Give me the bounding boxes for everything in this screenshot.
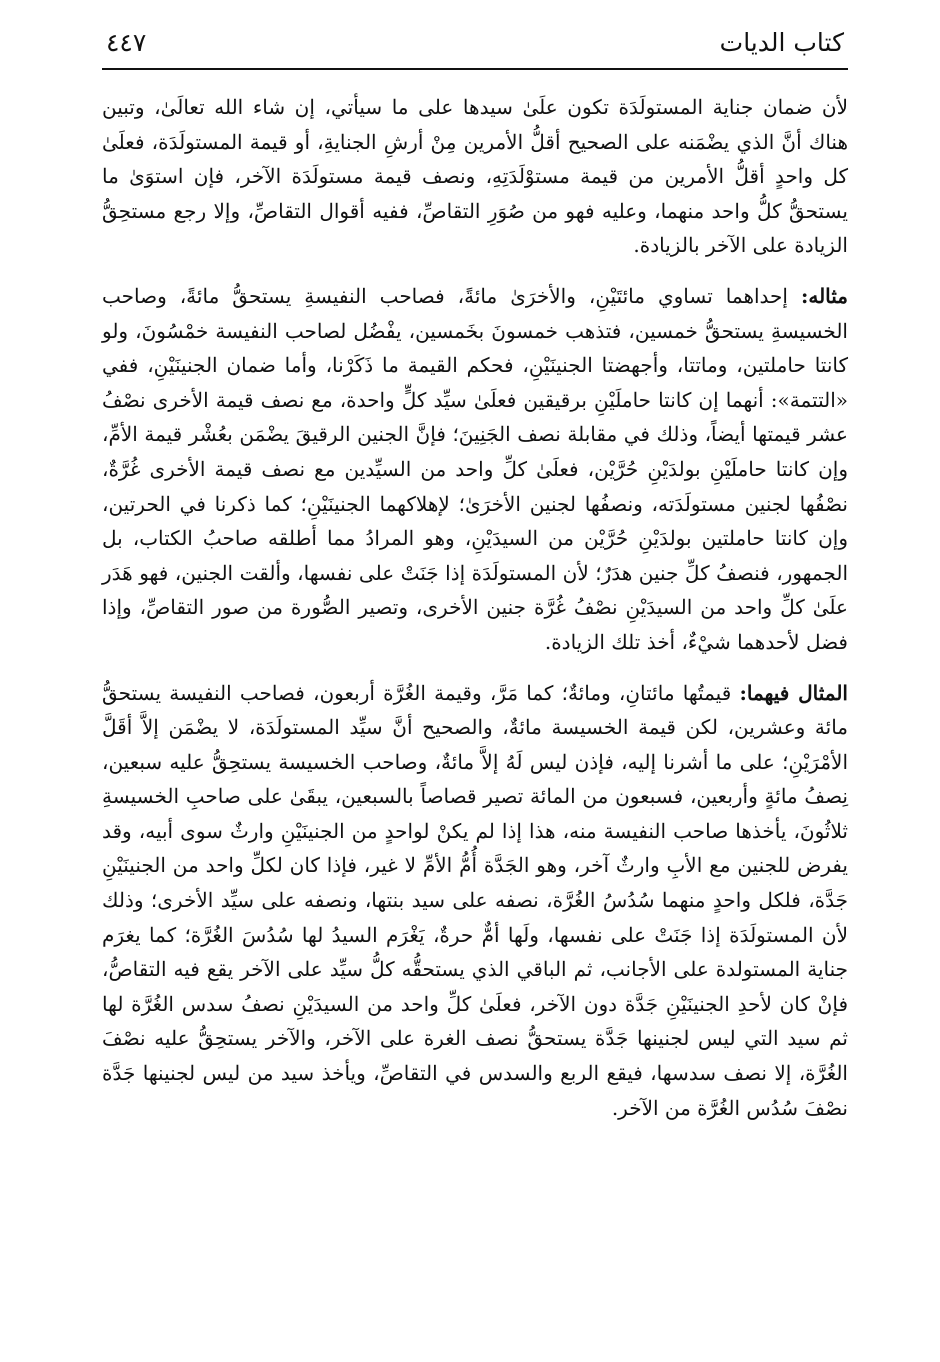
paragraph-text: إحداهما تساوي مائتَيْنِ، والأخرَىٰ مائةً، فصاحب النفيسةِ يستحقُّ مائةً، وصاحب الخسيسةِ يستحقُّ خمسين، فتذهب خمسونَ بخَمسين، يفْضُل لصاحب النفيسة خمْسُونَ، ولو كانتا حاملتين، وماتتا، وأجهضتا الجنينَيْنِ، فحكم القيمة ما ذَكَرْنا، وأما ضمان الجنينَيْنِ، ففي «التتمة»: أنهما إن كانتا حاملَيْنِ برقيقين فعلَىٰ سيِّد كلٍّ واحدة، مع نصف قيمة الأخرى نصْفُ عشر قيمتها أيضاً، وذلك في مقابلة نصف الجَنِينَ؛ فإنَّ الجنين الرقيقَ يضْمَن بعُشْر قيمة الأمِّ، وإن كانتا حاملَيْنِ بولدَيْنِ حُرَّيْن، فعلَىٰ كلِّ واحد من السيِّدين مع نصف قيمة الأخرى غُرَّةٌ، نصْفُها لجنين مستولَدَته، ونصفُها لجنين الأخرَىٰ؛ لإهلاكهما الجنينَيْنِ؛ كما ذكرنا في الحرتين، وإن كانتا حاملتين بولدَيْنِ حُرَّيْن من السيدَيْنِ، وهو المرادُ مما أطلقه صاحبُ الكتاب، بل الجمهور، فنصفُ كلِّ جنين هدَرٌ؛ لأن المستولَدَة إذا جَنَتْ على نفسها، وألقت الجنين، فهو هَدَر علَىٰ كلِّ واحد من السيدَيْنِ نصْفُ غُرَّة جنين الأخرى، وتصير الصُّورة من صور التقاصِّ، وإذا فضل لأحدهما شيْءٌ، أخذ تلك الزيادة. [102, 283, 848, 654]
example-both-label: المثال فيهما: [739, 680, 848, 705]
running-header [102, 18, 848, 64]
book-title: كتاب الديات [719, 28, 844, 57]
header-rule [102, 68, 848, 70]
paragraph-intro [102, 90, 848, 263]
body-text [102, 90, 848, 1125]
example-label: مثاله: [800, 283, 849, 308]
page-number: ٤٤٧ [106, 28, 147, 57]
paragraph-text: قيمتُها مائتانِ، ومائةٌ؛ كما مَرَّ، وقيمة الغُرَّة أربعون، فصاحب النفيسة يستحقُّ مائة وعشرين، لكن قيمة الخسيسة مائةٌ، والصحيح أنَّ سيِّد المستولَدَة، لا يضْمَن إلاَّ أقَلَّ الأمْرَيْنِ؛ على ما أشرنا إليه، فإذن ليس لَهُ إلاَّ مائةٌ، وصاحب الخسيسة يستحِقُّ عليه سبعين، نِصفُ مائةٍ وأربعين، فسبعون من المائة تصير قصاصاً بالسبعين، يبقَىٰ على صاحبِ الخسيسةِ ثلاثُونَ، يأخذها صاحب النفيسة منه، هذا إذا لم يكنْ لواحدٍ من الجنينَيْنِ وارثٌ سوى أبيه، وقد يفرض للجنين مع الأبِ وارثٌ آخر، وهو الجَدَّة أُمُّ الأمِّ لا غير، فإذا كان لكلِّ واحد من الجنينَيْنِ جَدَّة، فلكل واحدٍ منهما سُدُسُ الغُرَّة، نصفه على سيد بنتها، ونصفه على سيِّد الأخرى؛ وذلك لأن المستولَدَة إذا جَنَتْ على نفسها، ولَها أمٌّ حرةٌ، يَغْرَم السيدُ لها سُدُسَ الغُرَّة؛ كما يغرَم جناية المستولدة على الأجانب، ثم الباقي الذي يستحقُّه كلُّ سيِّد على الآخر يقع فيه التقاصُّ، فإنْ كان لأحدِ الجنينَيْنِ جَدَّة دون الآخر، فعلَىٰ كلِّ واحد من السيدَيْنِ نصفُ سدس الغُرَّة لها ثم سيد التي ليس لجنينها جَدَّة يستحقُّ نصف الغرة على الآخر، والآخر يستحِقُّ عليه نصْفَ الغُرَّة، إلا نصف سدسها، فيقع الربع والسدس في التقاصِّ، ويأخذ سيد من ليس لجنينها جَدَّة نصْفَ سُدُس الغُرَّة من الآخر. [102, 680, 848, 1120]
paragraph-text: لأن ضمان جناية المستولَدَة تكون علَىٰ سيدها على ما سيأتي، إن شاء الله تعالَىٰ، وتبين هناك أنَّ الذي يضْمَنه على الصحيح أقلُّ الأمرين مِنْ أرشِ الجنايةِ، أو قيمة المستولَدَة، فعلَىٰ كل واحدٍ أقلُّ الأمرين من قيمة مستوْلَدَتِهِ، ونصف قيمة مستولَدَة الآخر، فإن استوَىٰ ما يستحقُّ كلُّ واحد منهما، وعليه فهو من صُوَرِ التقاصِّ، ففيه أقوال التقاصِّ، وإلا رجع مستحِقُّ الزيادة على الآخر بالزيادة. [102, 95, 848, 258]
paragraph-example-both [102, 676, 848, 1126]
book-page [102, 18, 848, 1125]
paragraph-example [102, 279, 848, 660]
